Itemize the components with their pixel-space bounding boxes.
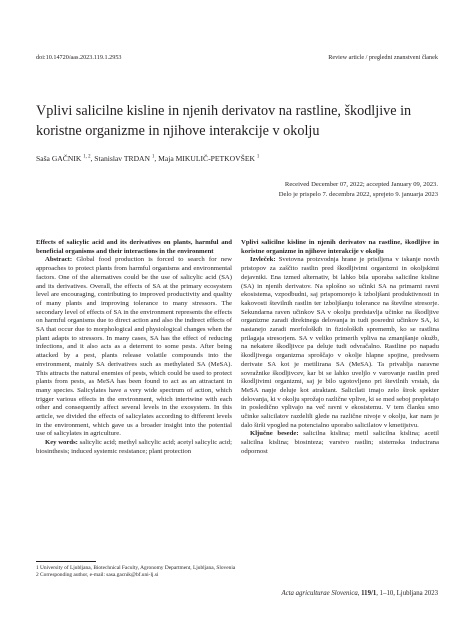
kljucne-besede-label: Ključne besede: [250,430,299,438]
slovene-abstract-column [241,239,439,457]
doi: doi:10.14720/aas.2023.119.1.2953 [36,54,122,61]
journal-volume: 119/1 [361,590,377,597]
author-affiliation: 1 [256,154,260,160]
received-dates [178,180,438,199]
received-english: Received December 07, 2022; accepted January 09, 2023. [284,181,438,188]
footnote-corresponding: 2 Corresponding author, e-mail: sasa.gacnik@bf.uni-lj.si [36,572,159,579]
authors: Saša GAČNIK $^{1, 2}$, Stanislav TRDAN $^1$, Maja MIKULIČ-PETKOVŠEK $^1$ [36,154,260,163]
footnotes [36,565,336,580]
izvlecek-label: Izvleček: [250,256,276,264]
author-name: Stanislav TRDAN [94,154,151,163]
english-heading: Effects of salicylic acid and its derivatives on plants, harmful and beneficial organisms and their interactions in the environment [36,239,232,255]
kljucne-besede-text: salicilna kislina; metil salicilna kislina; acetil salicilna kislina; biosinteza; varstvo rastlin; sistemska inducirana odpornost [241,430,439,455]
article-type: Review article / pregledni znanstveni članek [328,54,438,61]
journal-citation [281,590,438,597]
abstract-text: Global food production is forced to search for new approaches to protect plants from harmful organisms and environmental factors. One of the alternatives could be the use of salicylic acid (SA) and its derivatives. Overall, the effects of SA at the primary ecosystem level are encouraging, contributing to improved productivity and quality of many plants and improving tolerance to many stressors. The secondary level of effects of SA in the environment represents the effects on harmful organisms due to direct action and also the indirect effects of SA that occur due to morphological and physiological changes when the plant adapts to stressors. In many cases, SA has the effect of reducing infections, and it also acts as a deterrent to some pests. After being attacked by a pest, plants release volatile compounds into the environment, mainly SA derivatives such as methylated SA (MeSA). This attracts the natural enemies of pests, which could be used to protect plants from pests, as MeSA has been found to act as an attractant in many species. Salicylates have a very wide spectrum of action, which trigger various effects in the environment, which intertwine with each other and consequently affect several levels in the exosystem. In this article, we divided the effects of salicylates according to different levels in the environment, which gave us a broader insight into the potential use of salicylates in agriculture. [36,256,232,438]
author-name: Saša GAČNIK [36,154,82,163]
footnote-affiliation: 1 University of Ljubljana, Biotechnical Faculty, Agronomy Department, Ljubljana, Slovenia [36,565,236,571]
author-affiliation: 1 [151,154,155,160]
author-name: Maja MIKULIČ-PETKOVŠEK [158,154,255,163]
article-title: Vplivi salicilne kisline in njenih derivatov na rastline, škodljive in koristne organizme in njihove interakcije v okolju [36,103,412,139]
author-affiliation: 1, 2 [83,154,91,160]
izvlecek-text: Svetovna proizvodnja hrane je prisiljena v iskanje novih pristopov za zaščito rastlin pred škodljivimi organizmi in okoljskimi dejavniki. Ena izmed alternativ, bi lahko bila uporaba salicilne kisline (SA) in njenih derivatov. Na splošno so učinki SA na primarni ravni ekosistema, vzpodbudni, saj prispomorejo k izboljšani produktivnosti in kakovosti številnih rastlin ter izboljšanju tolerance na številne stresorje. Sekundarna raven učinkov SA v okolju predstavlja učinke na škodljive organizme zaradi direktnega delovanja in tudi posredni učinkov SA, ki nastanejo zaradi morfoloških in fizioloških sprememb, ko se rastlina prilagaja stresorjem. SA v veliko primerih vpliva na zmanjšanje okužb, na nekatere škodljivce pa deluje tudi odvračalno. Rastline po napadu škodljivega organizma sproščajo v okolje hlapne spojine, predvsem derivate SA kot je metilirana SA (MeSA). Ta privablja naravne sovražnike škodljivcev, kar bi se lahko uveljlo v varovanje rastlin pred škodljivimi organizmi, saj je bilo ugotovljeno pri številnih vrstah, da MeSA naņje deluje kot atraktant. Salicilati imajo zelo širok spekter delovanja, ki v okolju sprožajo različne vplive, ki se med seboj prepletajo in posledično vplivajo na več ravni v ekosistemu. V tem članku smo učinke salicilatov razdelili glede na različne nivoje v okolju, kar nam je dalo širši vpogled na potencialno uporabo salicilatov v kmetijstvu. [241,256,439,429]
keywords-label: Key words: [45,439,78,447]
english-abstract-column [36,239,232,457]
footnote-divider [36,561,96,562]
journal-name: Acta agriculturae Slovenica, [281,590,360,597]
keywords-text: salicylic acid; methyl salicylic acid; acetyl salicylic acid; biosinthesis; induced systemic resistance; plant protection [36,439,232,455]
abstract-label: Abstract: [45,256,73,264]
received-slovene: Delo je prispelo 7. decembra 2022, sprejeto 9. januarja 2023 [278,190,438,198]
journal-pages: , 1–10, Ljubljana 2023 [376,590,438,597]
slovene-heading: Vplivi salicilne kisline in njenih derivatov na rastline, škodljive in koristne organizme in njihove interakcije v okolju [241,239,439,255]
